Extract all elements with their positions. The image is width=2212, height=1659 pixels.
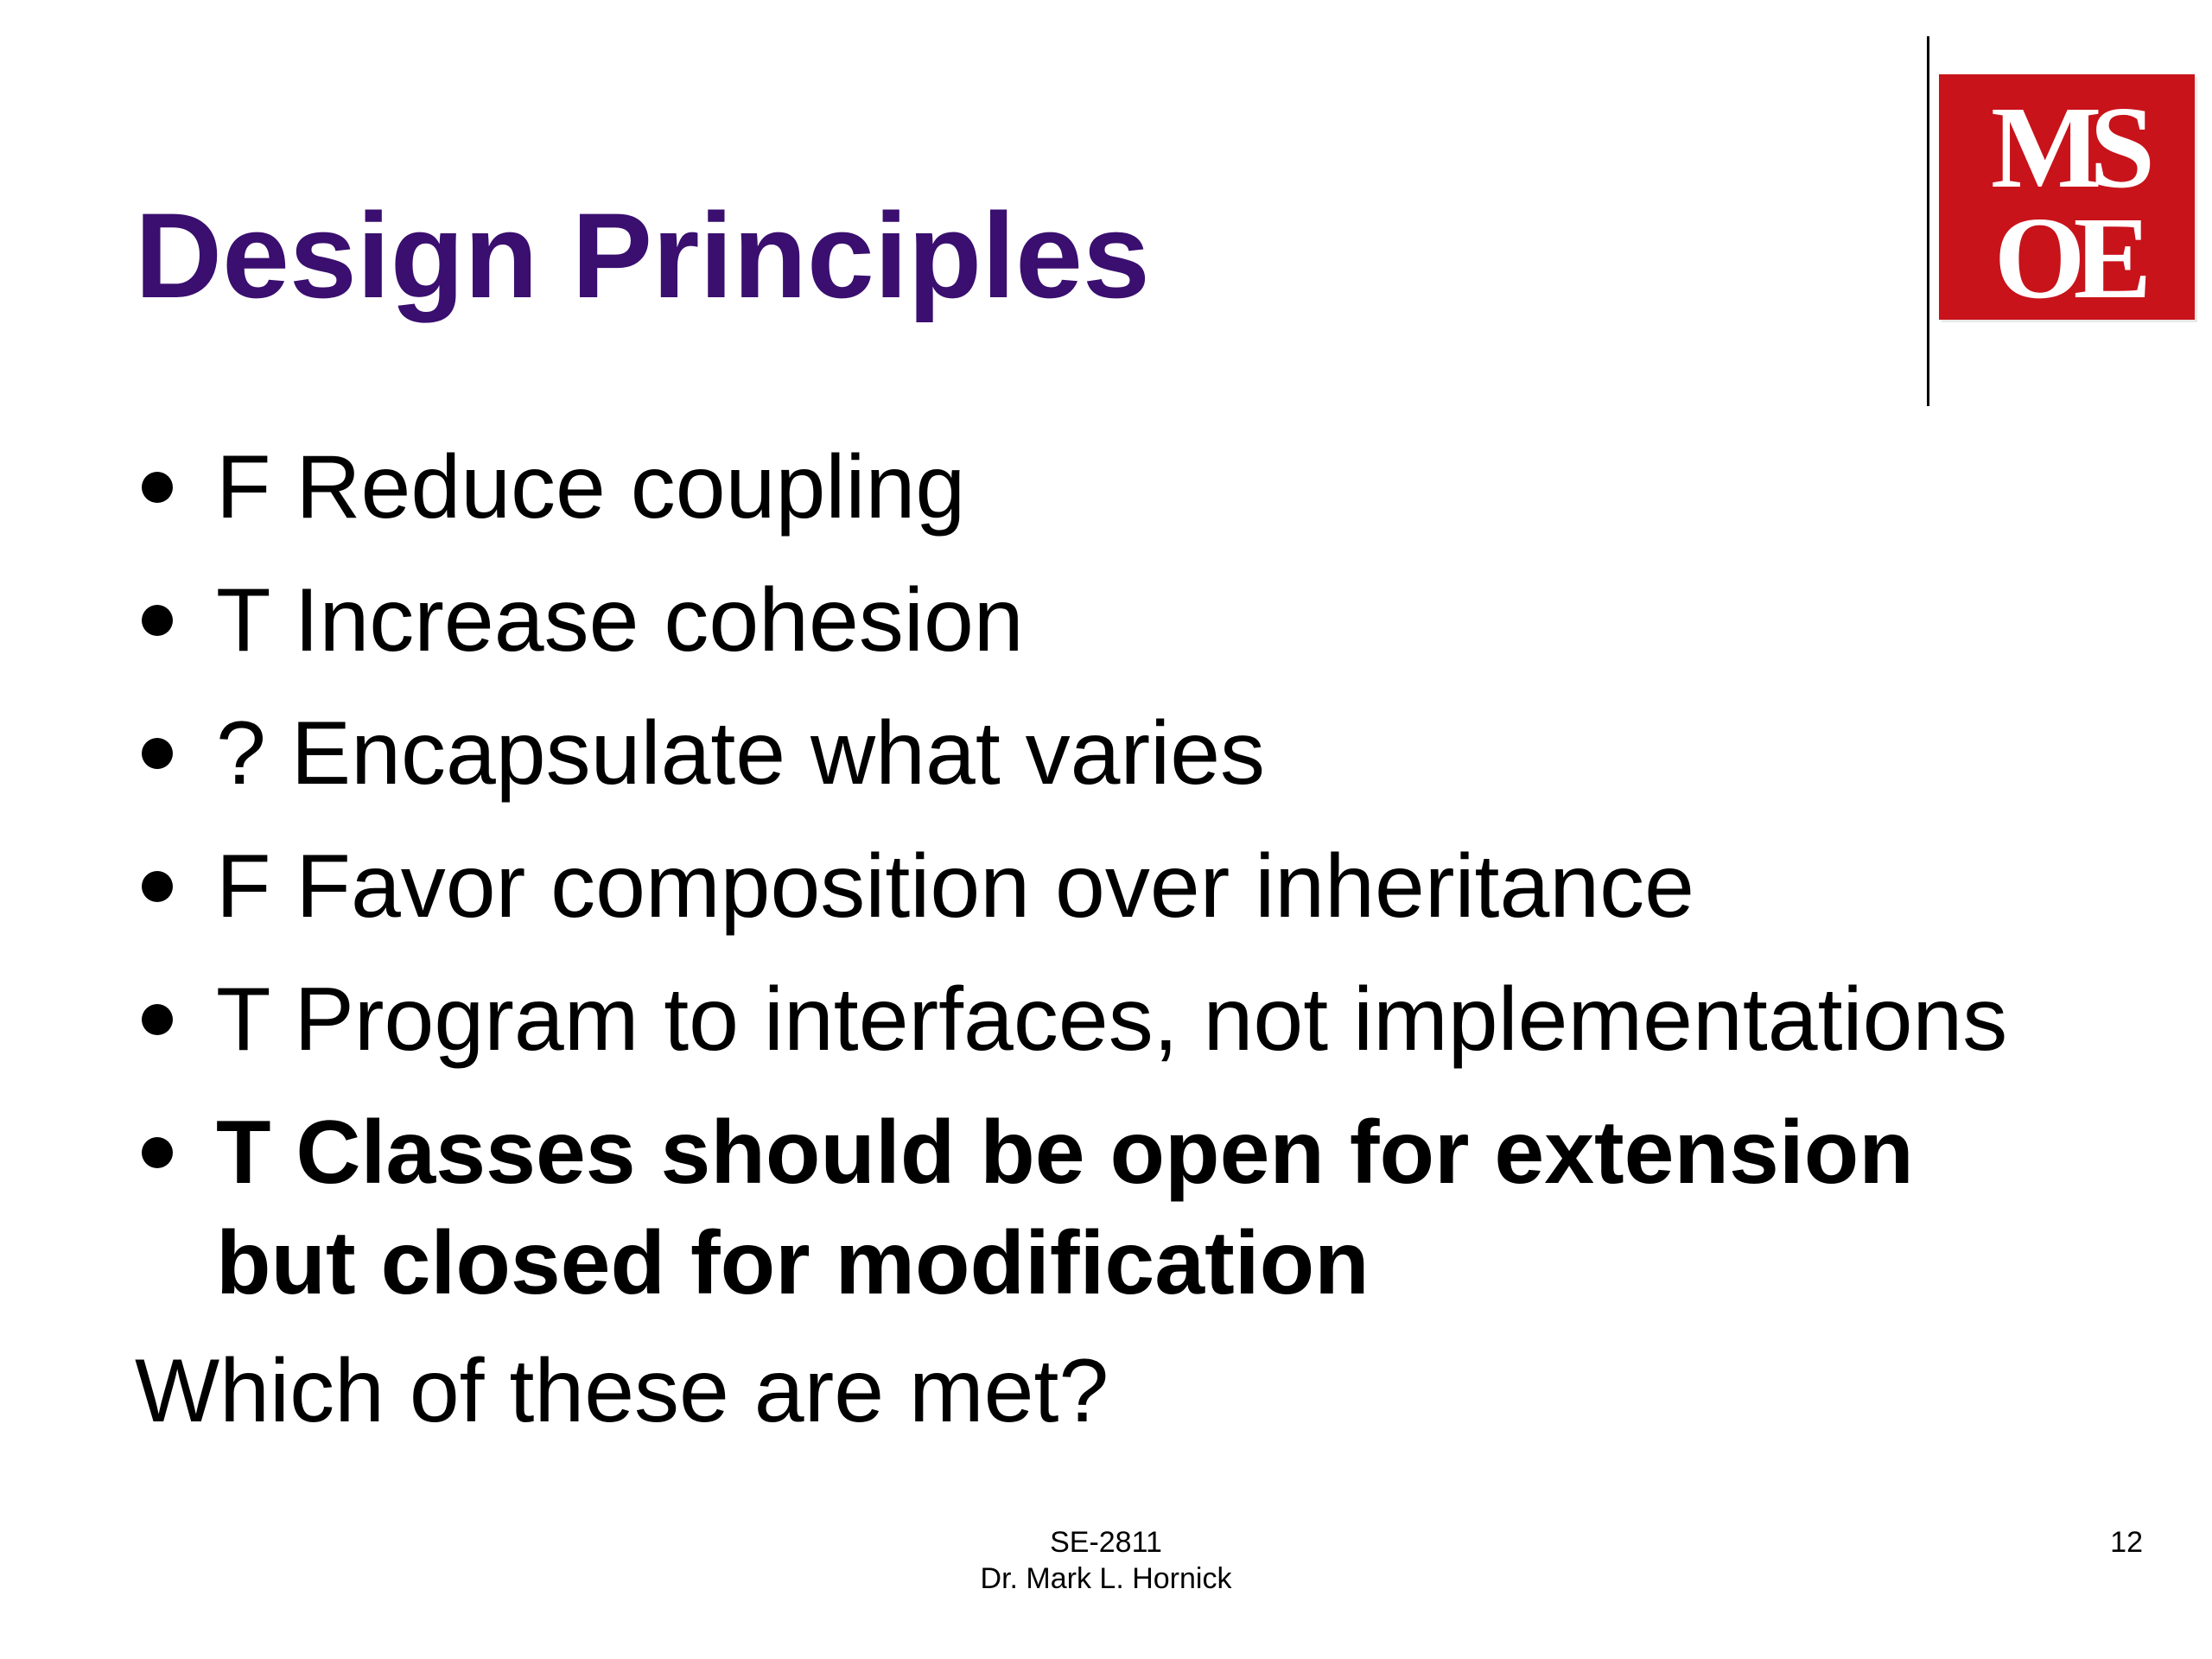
- slide-page-number: 12: [2110, 1526, 2143, 1559]
- bullet-text: ? Encapsulate what varies: [216, 703, 1266, 804]
- footer-info: [847, 1524, 1365, 1597]
- slide-question: Which of these are met?: [135, 1341, 1109, 1441]
- bullet-text: T Increase cohesion: [216, 570, 1024, 671]
- footer-course: SE-2811: [1050, 1526, 1162, 1559]
- bullet-text: T Classes should be open for extension but closed for modification: [216, 1103, 1914, 1313]
- bullet-icon: [142, 472, 173, 503]
- bullet-icon: [142, 1004, 173, 1035]
- bullet-text: T Program to interfaces, not implementations: [216, 969, 2008, 1070]
- svg-text:OE: OE: [1993, 194, 2140, 320]
- svg-text:MS: MS: [1991, 83, 2143, 213]
- bullet-text: F Favor composition over inheritance: [216, 836, 1694, 937]
- bullet-icon: [142, 1137, 173, 1168]
- slide-title: Design Principles: [135, 188, 1150, 323]
- footer-author: Dr. Mark L. Hornick: [980, 1562, 1232, 1595]
- bullet-icon: [142, 738, 173, 769]
- bullet-text: F Reduce coupling: [216, 437, 966, 537]
- bullet-icon: [142, 605, 173, 636]
- bullet-icon: [142, 871, 173, 902]
